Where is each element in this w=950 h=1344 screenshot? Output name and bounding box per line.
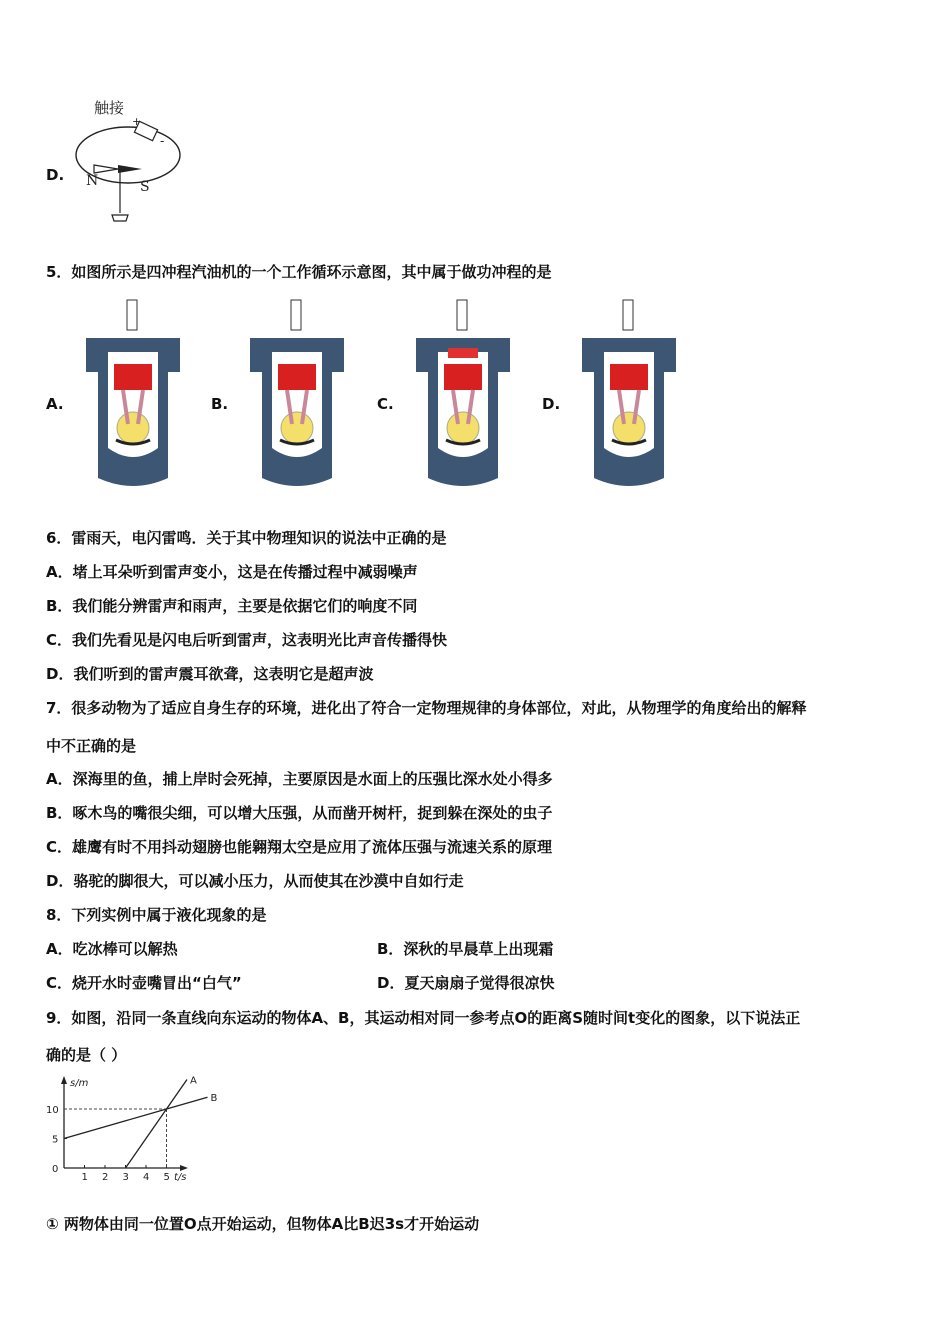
q6-option-d: D．我们听到的雷声震耳欲聋，这表明它是超声波 — [46, 665, 374, 683]
q6-option-b: B．我们能分辨雷声和雨声，主要是依据它们的响度不同 — [46, 597, 418, 615]
x-tick-label-3: 3 — [122, 1172, 129, 1183]
s-t-chart — [44, 1076, 229, 1186]
y-tick-label-5: 5 — [52, 1134, 59, 1146]
q5-option-b-label: B. — [211, 395, 229, 413]
q7-option-c: C．雄鹰有时不用抖动翅膀也能翱翔太空是应用了流体压强与流速关系的原理 — [46, 838, 553, 856]
series-label-A: A — [190, 1076, 197, 1087]
q8-option-c: C．烧开水时壶嘴冒出“白气” — [46, 974, 242, 992]
q6-option-a: A．堵上耳朵听到雷声变小，这是在传播过程中减弱噪声 — [46, 563, 418, 581]
needle-north — [94, 165, 118, 173]
north-label: N — [86, 173, 99, 189]
x-tick-label-1: 1 — [81, 1172, 88, 1183]
q8-option-a: A．吃冰棒可以解热 — [46, 940, 178, 958]
q7-stem-line2: 中不正确的是 — [46, 737, 137, 755]
q6-stem: 6．雷雨天，电闪雷鸣．关于其中物理知识的说法中正确的是 — [46, 529, 447, 547]
q5-option-c-label: C. — [377, 395, 394, 413]
q9-stem-line1: 9．如图，沿同一条直线向东运动的物体A、B，其运动相对同一参考点O的距离S随时间t变化的图象，以下说法正 — [46, 1009, 801, 1027]
engine-stroke-b — [242, 298, 352, 488]
touch-label: 触接 — [94, 99, 125, 117]
q8-stem: 8．下列实例中属于液化现象的是 — [46, 906, 267, 924]
engine-stroke-c — [408, 298, 518, 488]
q7-option-a: A．深海里的鱼，捕上岸时会死掉，主要原因是水面上的压强比深水处小得多 — [46, 770, 553, 788]
q8-option-d: D．夏天扇扇子觉得很凉快 — [377, 974, 555, 992]
q5-option-a-label: A. — [46, 395, 64, 413]
compass-stand — [112, 169, 128, 221]
plus-label: + — [132, 115, 142, 128]
x-tick-label-5: 5 — [163, 1172, 170, 1183]
q5-option-d-label: D. — [542, 395, 561, 413]
q4-compass-circuit-figure — [68, 95, 193, 230]
series-line-A — [126, 1080, 188, 1169]
x-axis-arrow — [180, 1165, 188, 1171]
south-label: S — [140, 179, 150, 195]
needle-south — [118, 165, 142, 173]
x-axis-label: t/s — [174, 1172, 187, 1183]
y-tick-label-10: 10 — [46, 1105, 59, 1116]
q7-stem-line1: 7．很多动物为了适应自身生存的环境，进化出了符合一定物理规律的身体部位，对此，从物理学的角度给出的解释 — [46, 699, 807, 717]
q7-option-d: D．骆驼的脚很大，可以减小压力，从而使其在沙漠中自如行走 — [46, 872, 464, 890]
q7-option-b: B．啄木鸟的嘴很尖细，可以增大压强，从而凿开树杆，捉到躲在深处的虫子 — [46, 804, 553, 822]
q8-option-b: B．深秋的早晨草上出现霜 — [377, 940, 554, 958]
engine-stroke-a — [78, 298, 188, 488]
y-axis-label: s/m — [70, 1078, 89, 1089]
series-line-B — [64, 1097, 208, 1138]
series-label-B: B — [210, 1093, 218, 1105]
q6-option-c: C．我们先看见是闪电后听到雷声，这表明光比声音传播得快 — [46, 631, 448, 649]
q5-stem: 5．如图所示是四冲程汽油机的一个工作循环示意图，其中属于做功冲程的是 — [46, 263, 552, 281]
y-tick-label-0: 0 — [52, 1164, 59, 1175]
q9-stem-line2: 确的是（ ） — [46, 1046, 127, 1064]
minus-label: - — [160, 134, 165, 148]
q9-statement-1: ① 两物体由同一位置O点开始运动，但物体A比B迟3s才开始运动 — [46, 1215, 480, 1233]
x-tick-label-2: 2 — [102, 1172, 109, 1183]
y-axis-arrow — [61, 1076, 67, 1084]
q4-option-d-label: D. — [46, 166, 65, 184]
x-tick-label-4: 4 — [143, 1172, 150, 1183]
engine-stroke-d — [574, 298, 684, 488]
